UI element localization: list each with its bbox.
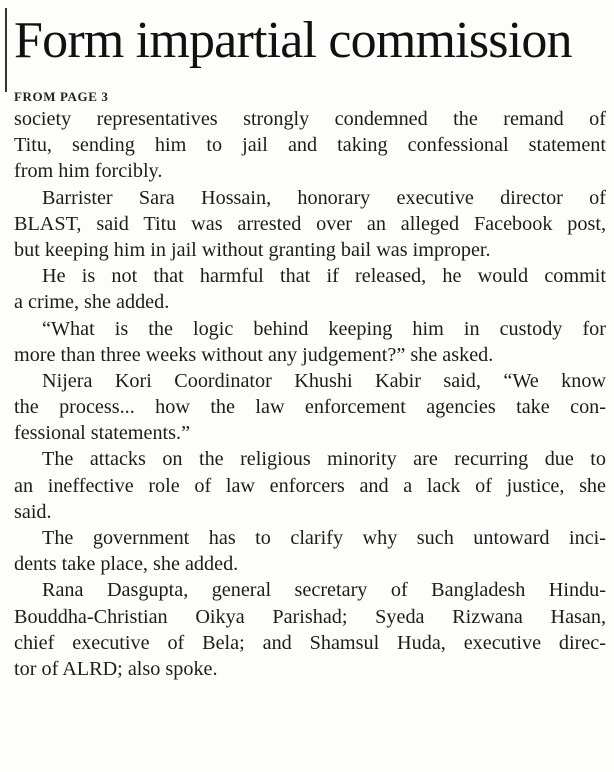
body-line: chief executive of Bela; and Shamsul Huda, executive direc- xyxy=(14,631,606,654)
article-body xyxy=(14,106,606,682)
body-line: said. xyxy=(14,500,52,523)
body-line: a crime, she added. xyxy=(14,291,170,314)
body-line: “What is the logic behind keeping him in custody for xyxy=(42,317,606,340)
continuation-label: FROM PAGE 3 xyxy=(14,89,109,104)
body-line: but keeping him in jail without granting bail was improper. xyxy=(14,238,491,261)
body-line: Bouddha-Christian Oikya Parishad; Syeda Rizwana Hasan, xyxy=(14,605,606,628)
body-line: The attacks on the religious minority are recurring due to xyxy=(42,448,606,471)
body-line: The government has to clarify why such untoward inci- xyxy=(42,527,606,549)
body-line: Rana Dasgupta, general secretary of Bangladesh Hindu- xyxy=(42,579,606,602)
body-line: fessional statements.” xyxy=(14,422,191,445)
body-line: tor of ALRD; also spoke. xyxy=(14,657,218,680)
body-line: the process... how the law enforcement agencies take con- xyxy=(14,396,606,419)
column-rule xyxy=(5,8,7,92)
body-line: BLAST, said Titu was arrested over an alleged Facebook post, xyxy=(14,212,606,235)
body-line: society representatives strongly condemned the remand of xyxy=(14,108,606,130)
body-line: He is not that harmful that if released, he would commit xyxy=(42,265,606,288)
body-line: an ineffective role of law enforcers and a lack of justice, she xyxy=(14,474,606,497)
body-line: dents take place, she added. xyxy=(14,553,239,576)
body-line: Titu, sending him to jail and taking confessional statement xyxy=(14,134,606,157)
headline: Form impartial commission xyxy=(14,12,572,69)
body-line: from him forcibly. xyxy=(14,160,163,183)
body-line: Nijera Kori Coordinator Khushi Kabir said, “We know xyxy=(42,369,606,392)
body-line: more than three weeks without any judgement?” she asked. xyxy=(14,343,494,366)
body-line: Barrister Sara Hossain, honorary executive director of xyxy=(42,186,606,209)
